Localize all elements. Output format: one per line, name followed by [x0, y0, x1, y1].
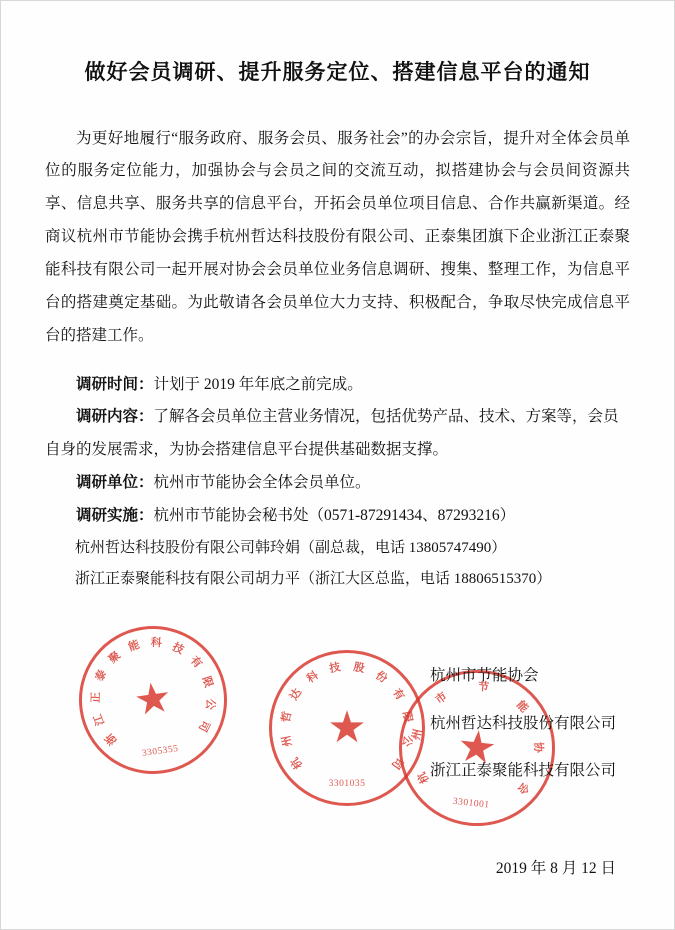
seal-ring-text: 浙 江 正 泰 聚 能 科 技 有 限 公 司 — [89, 637, 217, 748]
seal-bottom-text: 3301035 — [328, 779, 366, 790]
seal-bottom-text: 3305355 — [141, 744, 180, 760]
signature-line: 浙江正泰聚能科技有限公司 — [429, 761, 616, 779]
field-value: 了解各会员单位主营业务情况，包括优势产品、技术、方案等，会员自身的发展需求，为协会搭建信息平台提供基础数据支撑。 — [45, 408, 619, 459]
star-icon: ★ — [454, 721, 500, 775]
star-icon: ★ — [131, 674, 175, 726]
seal-ring-text: 杭 州 市 节 能 协 会 — [410, 681, 545, 797]
signature-line: 杭州市节能协会 — [429, 667, 539, 685]
field-label: 调研单位： — [76, 474, 154, 492]
field-value: 杭州市节能协会秘书处（0571-87291434、87293216） — [153, 506, 516, 524]
field-list — [45, 369, 630, 595]
signature-lines — [430, 652, 616, 794]
signature-area — [1, 612, 674, 878]
field-row — [45, 467, 630, 500]
field-value: 杭州市节能协会全体会员单位。 — [153, 474, 371, 492]
seal-bottom-text: 3301001 — [452, 797, 490, 811]
star-icon: ★ — [327, 703, 367, 753]
field-row — [45, 369, 630, 402]
field-row — [45, 401, 630, 467]
field-row — [45, 500, 630, 533]
field-label: 调研时间： — [76, 375, 154, 393]
body-paragraphs — [45, 123, 630, 353]
contact-row: 浙江正泰聚能科技有限公司胡力平（浙江大区总监，电话 18806515370） — [75, 570, 552, 587]
seal-ring-text: 杭 州 哲 达 科 技 股 份 有 限 公 司 — [280, 661, 414, 772]
paragraph-1: 为更好地履行“服务政府、服务会员、服务社会”的办会宗旨，提升对全体会员单位的服务定位能力，加强协会与会员之间的交流互动，拟搭建协会与会员间资源共享、信息共享、服务共享的信息平台，开拓会员单位项目信息、合作共赢新渠道。经商议杭州市节能协会携手杭州哲达科技股份有限公司、正泰集团旗下企业浙江正泰聚能科技有限公司一起开展对协会会员单位业务信息调研、搜集、整理工作，为信息平台的搭建奠定基础。为此敬请各会员单位大力支持、积极配合，争取尽快完成信息平台的搭建工作。 — [45, 129, 630, 344]
page-title: 做好会员调研、提升服务定位、搭建信息平台的通知 — [84, 60, 591, 84]
field-label: 调研实施： — [76, 506, 154, 524]
field-value: 计划于 2019 年年底之前完成。 — [153, 375, 363, 393]
contact-row: 杭州哲达科技股份有限公司韩玲娟（副总裁，电话 13805747490） — [75, 539, 507, 556]
document-date: 2019 年 8 月 12 日 — [495, 860, 616, 878]
field-label: 调研内容： — [76, 408, 154, 426]
seal-zhejiang-chint — [69, 617, 236, 784]
signature-line: 杭州哲达科技股份有限公司 — [429, 714, 616, 732]
